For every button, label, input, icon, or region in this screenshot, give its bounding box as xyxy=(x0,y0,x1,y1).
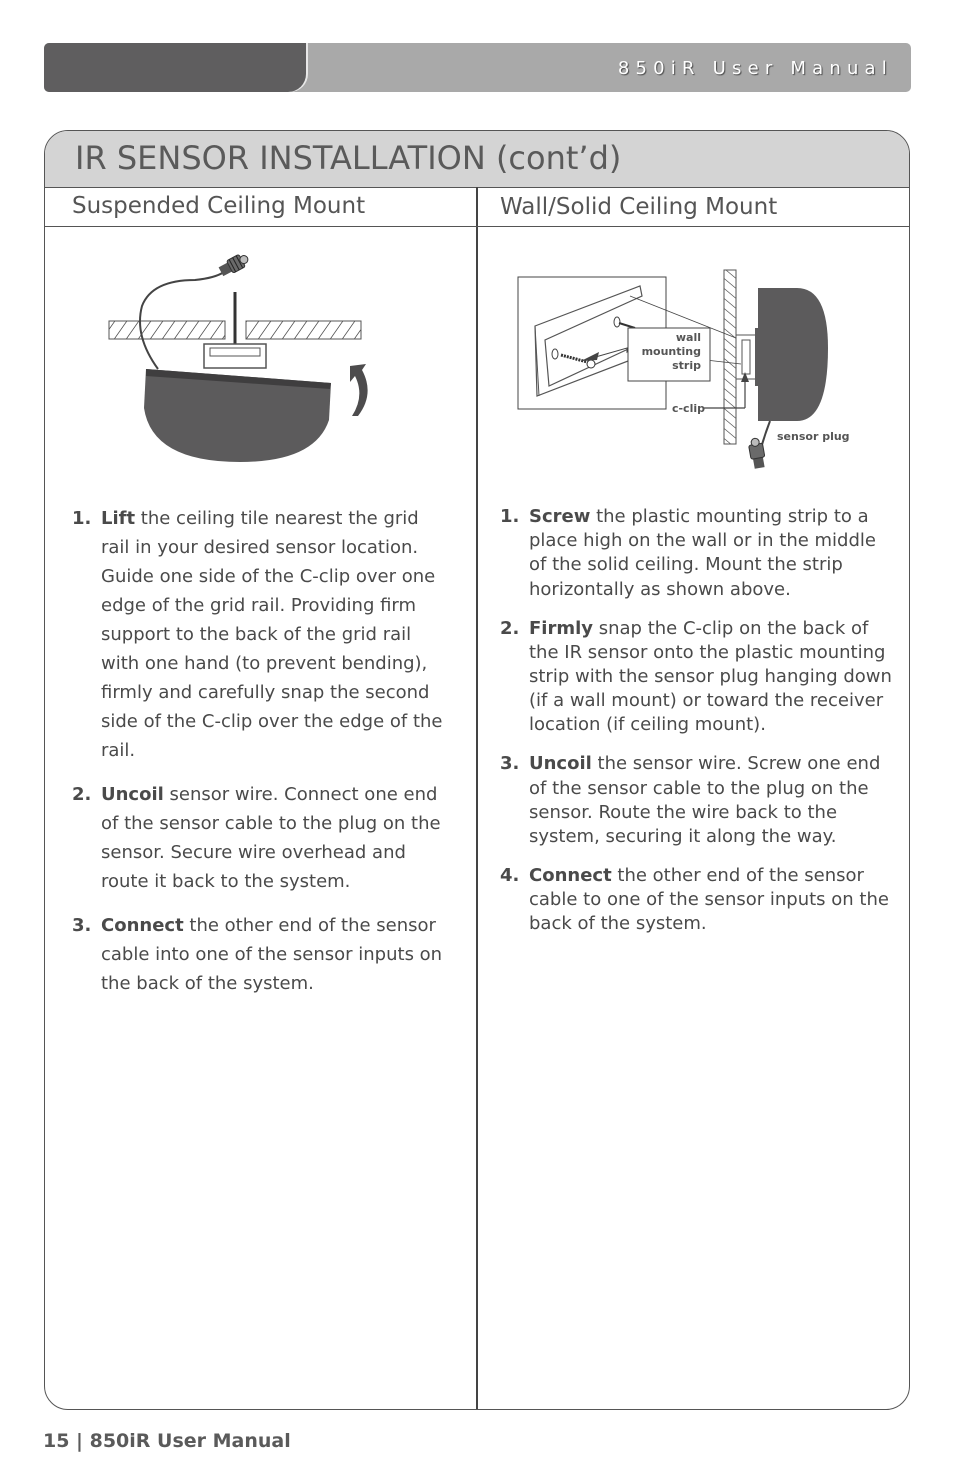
step-number: 3. xyxy=(72,915,92,936)
wall-mounting-strip-label: wall mounting strip xyxy=(641,331,701,372)
list-item xyxy=(500,864,895,937)
step-lead: Screw xyxy=(529,506,591,527)
sensor-plug-label: sensor plug xyxy=(777,430,850,443)
step-lead: Firmly xyxy=(529,617,594,639)
step-text: the other end of the sensor cable to one of the sensor inputs on the back of the system. xyxy=(529,865,889,935)
list-item xyxy=(72,504,452,765)
step-text: sensor wire. Connect one end of the sensor cable to the plug on the sensor. Secure wire overhead and route it back to the system. xyxy=(101,784,441,892)
step-number: 2. xyxy=(500,617,520,639)
list-item xyxy=(72,911,452,998)
step-number: 1. xyxy=(500,506,520,527)
step-number: 3. xyxy=(500,753,520,775)
left-steps-list xyxy=(72,504,452,1013)
step-number: 1. xyxy=(72,508,92,529)
column-divider xyxy=(476,187,478,1409)
manual-title: 850iR User Manual xyxy=(617,58,893,79)
list-item xyxy=(500,617,895,738)
step-number: 4. xyxy=(500,865,520,887)
step-lead: Uncoil xyxy=(101,784,164,805)
heading-rule xyxy=(45,226,909,227)
header-banner xyxy=(44,43,911,92)
left-column-heading: Suspended Ceiling Mount xyxy=(72,193,366,219)
step-lead: Uncoil xyxy=(529,753,592,775)
page-title: IR SENSOR INSTALLATION (cont’d) xyxy=(75,139,622,177)
step-number: 2. xyxy=(72,784,92,805)
title-bar xyxy=(45,131,909,188)
step-text: the ceiling tile nearest the grid rail in your desired sensor location. Guide one side of the C-clip over one edge of the grid rail. Providing firm support to the back of the grid rail with one hand (to prevent bending), firmly and carefully snap the second side of the C-clip over the edge of the rail. xyxy=(101,508,443,761)
step-text: the other end of the sensor cable into one of the sensor inputs on the back of the system. xyxy=(101,915,443,994)
wall-mount-figure xyxy=(515,268,865,483)
step-lead: Lift xyxy=(101,508,136,529)
step-text: the plastic mounting strip to a place high on the wall or in the middle of the solid ceiling. Mount the strip horizontally as shown above. xyxy=(529,506,876,600)
right-steps-list xyxy=(500,505,895,951)
step-lead: Connect xyxy=(101,915,184,936)
banner-dark-tab xyxy=(44,43,306,92)
suspended-ceiling-figure xyxy=(100,248,380,468)
list-item xyxy=(72,780,452,896)
list-item xyxy=(500,505,895,602)
step-text: snap the C-clip on the back of the IR sensor onto the plastic mounting strip with the sensor plug hanging down (if a wall mount) or toward the receiver location (if ceiling mount). xyxy=(529,617,892,736)
page-footer: 15 | 850iR User Manual xyxy=(43,1430,291,1452)
c-clip-label: c-clip xyxy=(671,402,705,415)
list-item xyxy=(500,752,895,849)
right-column-heading: Wall/Solid Ceiling Mount xyxy=(500,194,778,220)
step-lead: Connect xyxy=(529,865,612,887)
step-text: the sensor wire. Screw one end of the sensor cable to the plug on the sensor. Route the wire back to the system, securing it along the way. xyxy=(529,753,881,848)
